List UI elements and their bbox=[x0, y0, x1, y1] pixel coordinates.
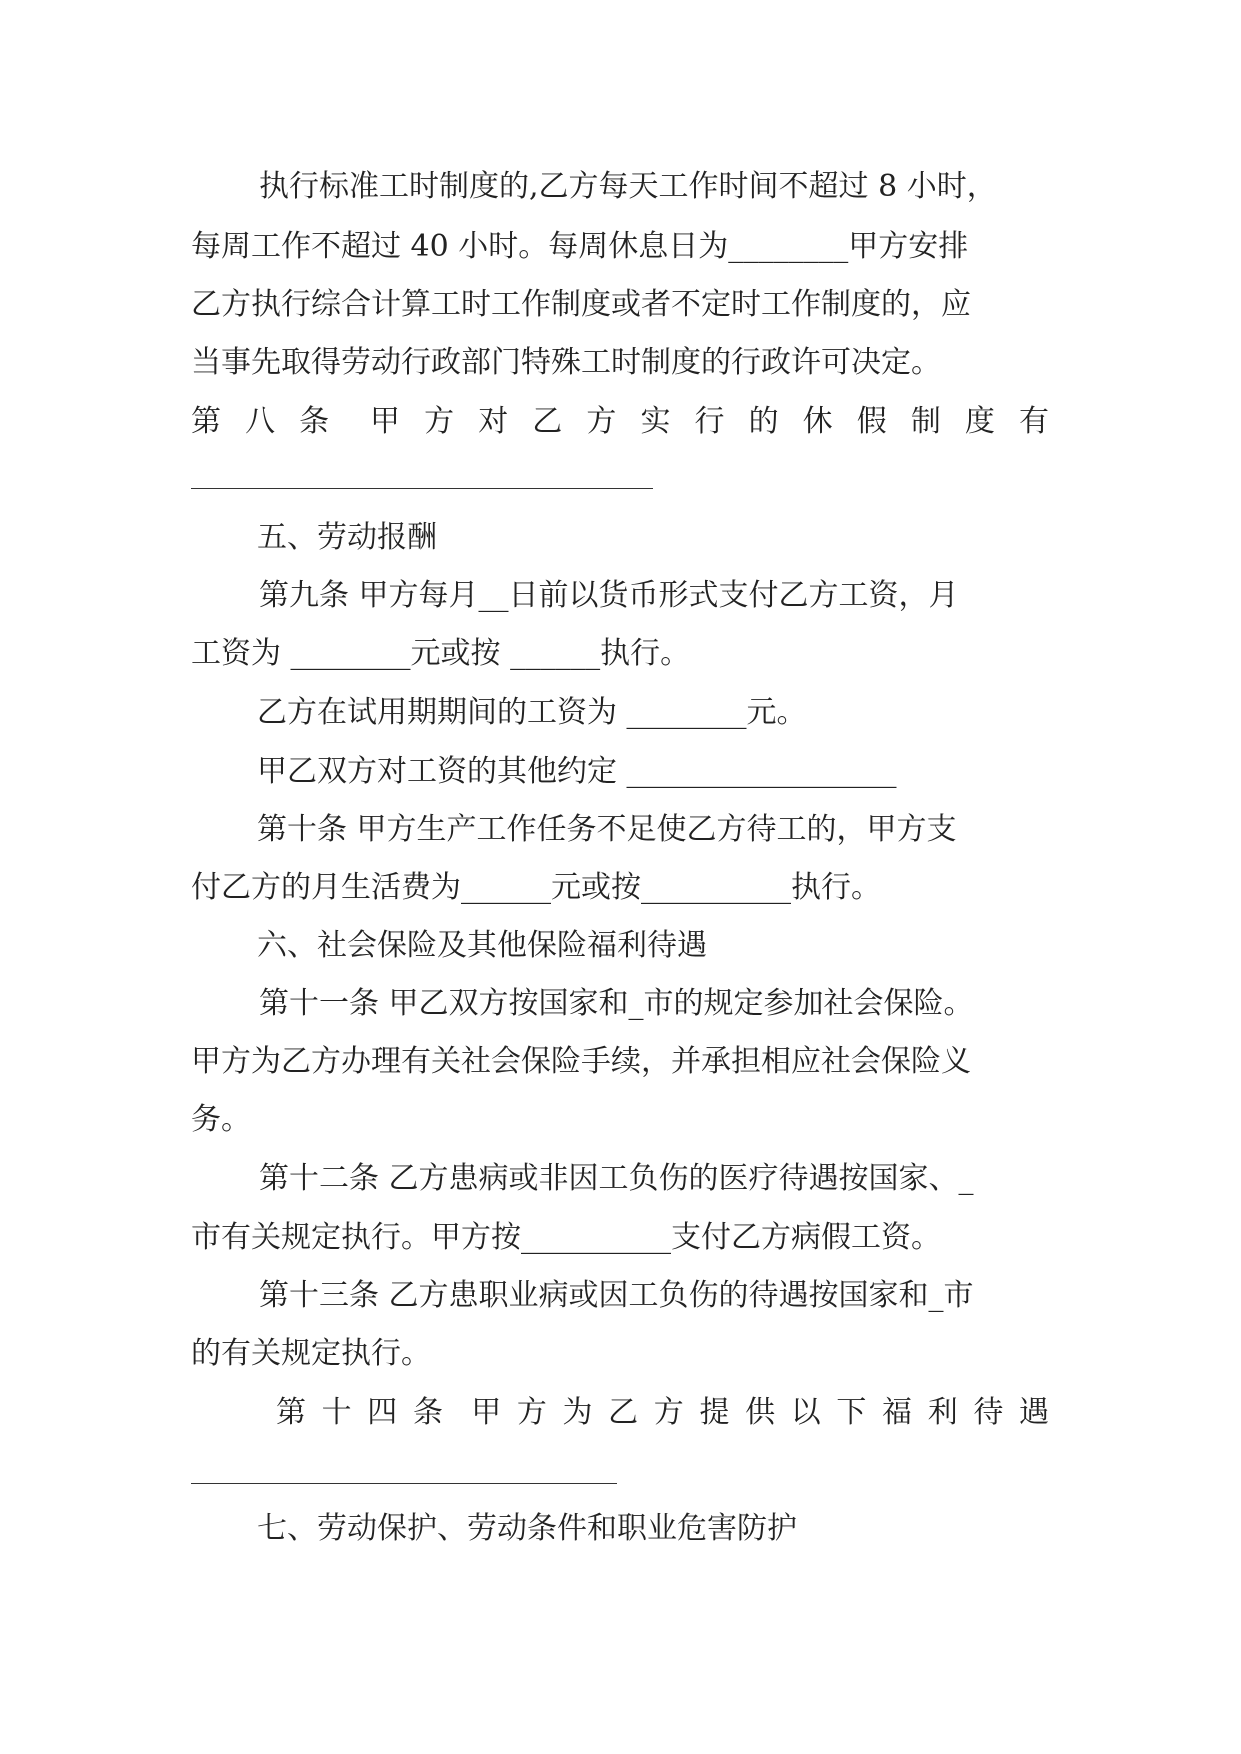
paragraph-line: 乙方执行综合计算工时工作制度或者不定时工作制度的，应 bbox=[191, 287, 971, 322]
section-title-labor-pay: 五、劳动报酬 bbox=[257, 520, 437, 555]
paragraph-line: 乙方在试用期期间的工资为 ________元。 bbox=[257, 695, 807, 730]
paragraph-line: 市有关规定执行。甲方按__________支付乙方病假工资。 bbox=[191, 1220, 941, 1255]
article-9-line: 第九条 甲方每月__日前以货币形式支付乙方工资，月 bbox=[259, 578, 959, 613]
section-title-labor-protection: 七、劳动保护、劳动条件和职业危害防护 bbox=[257, 1511, 797, 1546]
article-10-line: 第十条 甲方生产工作任务不足使乙方待工的，甲方支 bbox=[257, 812, 957, 847]
article-14-heading: 第 十 四 条 甲 方 为 乙 方 提 供 以 下 福 利 待 遇 bbox=[276, 1395, 1049, 1430]
fill-in-blank-line bbox=[191, 488, 653, 489]
article-8-heading: 第 八 条 甲 方 对 乙 方 实 行 的 休 假 制 度 有 bbox=[191, 404, 1049, 439]
paragraph-line: 工资为 ________元或按 ______执行。 bbox=[191, 636, 691, 671]
paragraph-line: 付乙方的月生活费为______元或按__________执行。 bbox=[191, 870, 881, 905]
fill-in-blank-line bbox=[191, 1483, 617, 1484]
article-13-line: 第十三条 乙方患职业病或因工负伤的待遇按国家和_市 bbox=[259, 1278, 974, 1313]
section-title-social-insurance: 六、社会保险及其他保险福利待遇 bbox=[257, 928, 707, 963]
paragraph-line: 每周工作不超过 40 小时。每周休息日为________甲方安排 bbox=[191, 229, 969, 264]
article-12-line: 第十二条 乙方患病或非因工负伤的医疗待遇按国家、_ bbox=[259, 1161, 974, 1196]
paragraph-line: 务。 bbox=[191, 1102, 251, 1137]
article-11-line: 第十一条 甲乙双方按国家和_市的规定参加社会保险。 bbox=[259, 986, 974, 1021]
paragraph-line: 甲乙双方对工资的其他约定 __________________ bbox=[257, 754, 897, 789]
paragraph-line: 的有关规定执行。 bbox=[191, 1336, 431, 1371]
paragraph-line: 甲方为乙方办理有关社会保险手续，并承担相应社会保险义 bbox=[191, 1044, 971, 1079]
paragraph-line: 执行标准工时制度的,乙方每天工作时间不超过 8 小时， bbox=[259, 169, 997, 204]
paragraph-line: 当事先取得劳动行政部门特殊工时制度的行政许可决定。 bbox=[191, 345, 941, 380]
